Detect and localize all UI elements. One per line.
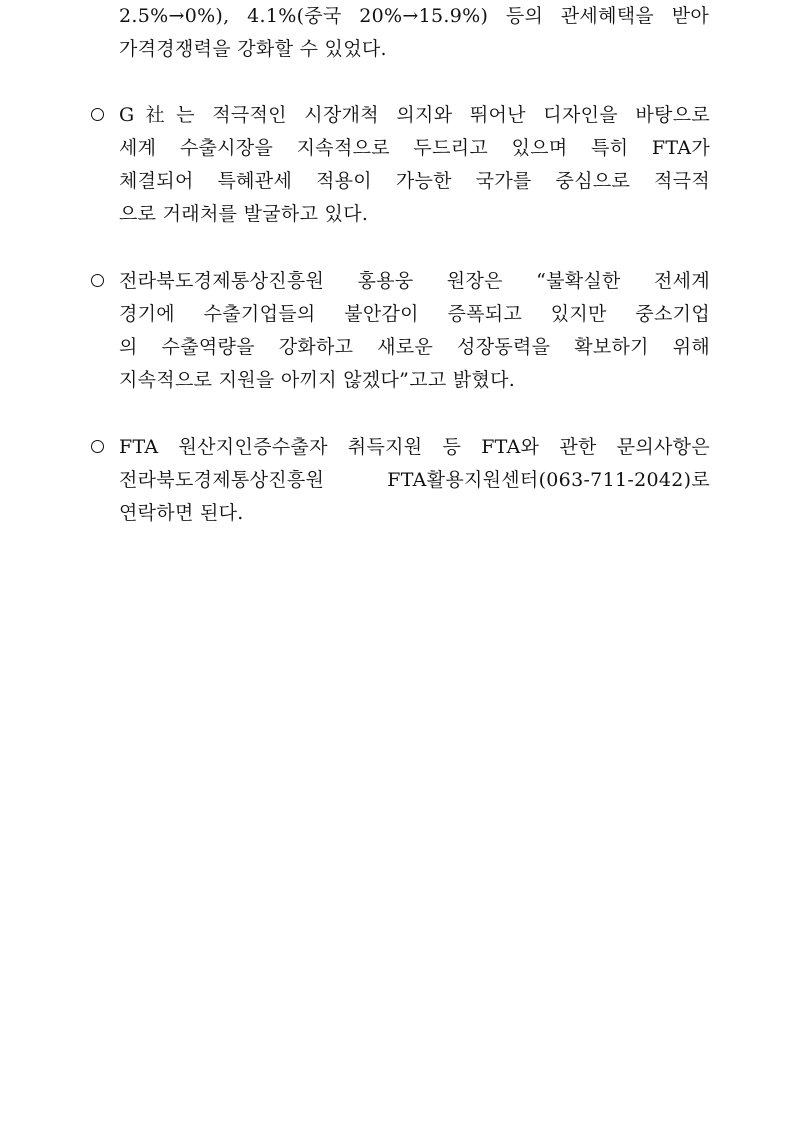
circle-bullet-icon bbox=[88, 265, 112, 298]
text-line: 세계 수출시장을 지속적으로 두드리고 있으며 특히 FTA가 bbox=[119, 137, 710, 159]
text-line: 가격경쟁력을 강화할 수 있었다. bbox=[119, 38, 387, 60]
text-line: FTA 원산지인증수출자 취득지원 등 FTA와 관한 문의사항은 bbox=[119, 436, 710, 458]
text-line: 전라북도경제통상진흥원 FTA활용지원센터(063-711-2042)로 bbox=[119, 469, 710, 491]
text-line: 경기에 수출기업들의 불안감이 증폭되고 있지만 중소기업 bbox=[119, 303, 710, 325]
text-line: 체결되어 특혜관세 적용이 가능한 국가를 중심으로 적극적 bbox=[119, 170, 710, 192]
text-line: 으로 거래처를 발굴하고 있다. bbox=[119, 203, 369, 225]
circle-bullet-icon bbox=[88, 99, 112, 132]
text-line: 2.5%→0%), 4.1%(중국 20%→15.9%) 등의 관세혜택을 받아 bbox=[119, 5, 709, 27]
text-line: 연락하면 된다. bbox=[119, 502, 244, 524]
text-line: G社는 적극적인 시장개척 의지와 뛰어난 디자인을 바탕으로 bbox=[119, 104, 710, 126]
text-line: 전라북도경제통상진흥원 홍용웅 원장은 “불확실한 전세계 bbox=[119, 270, 710, 292]
text-line: 지속적으로 지원을 아끼지 않겠다”고고 밝혔다. bbox=[119, 369, 516, 391]
paragraph-text bbox=[119, 265, 710, 397]
paragraph-text bbox=[119, 99, 710, 231]
text-line: 의 수출역량을 강화하고 새로운 성장동력을 확보하기 위해 bbox=[119, 336, 710, 358]
paragraph-text bbox=[119, 431, 710, 530]
continued-paragraph bbox=[119, 0, 709, 66]
circle-bullet-icon bbox=[88, 431, 112, 464]
